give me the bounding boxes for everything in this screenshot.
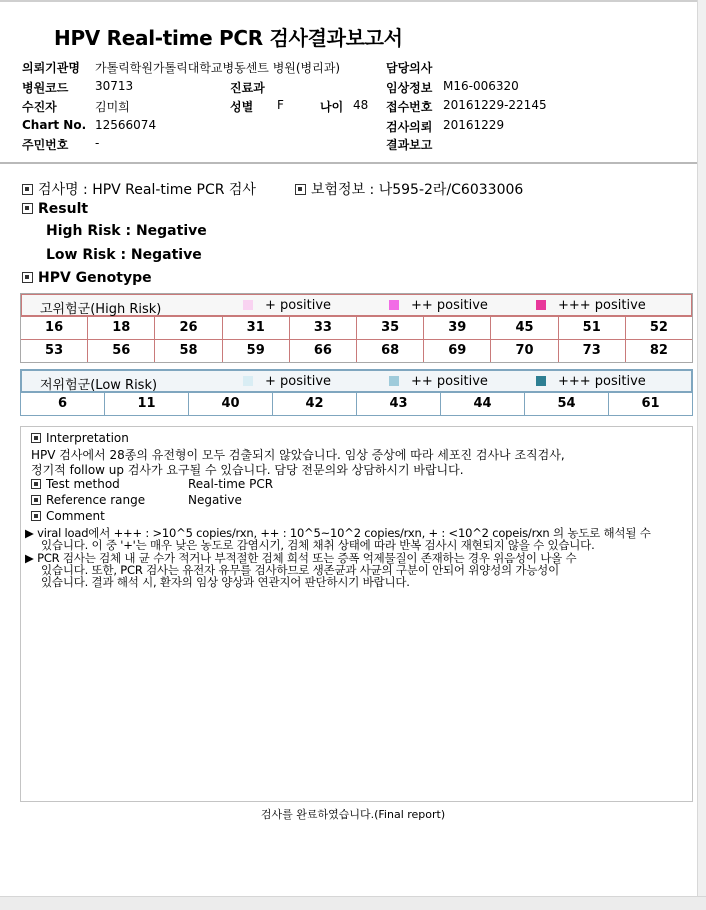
low-risk-table bbox=[20, 369, 693, 416]
comment-heading: Comment bbox=[31, 509, 105, 523]
legend-swatch bbox=[389, 376, 399, 386]
genotype-cell: 16 bbox=[21, 316, 88, 339]
legend-low-plus: + positive bbox=[243, 374, 331, 389]
result-heading: Result bbox=[22, 201, 88, 217]
genotype-cell: 45 bbox=[491, 316, 558, 339]
low-risk-result: Low Risk : Negative bbox=[46, 247, 202, 263]
square-bullet-icon bbox=[31, 433, 41, 443]
result-report-label: 결과보고 bbox=[386, 138, 433, 152]
genotype-cell: 68 bbox=[357, 339, 424, 362]
square-bullet-icon bbox=[31, 479, 41, 489]
genotype-cell: 44 bbox=[441, 392, 525, 415]
interpretation-line-2: 정기적 follow up 검사가 요구될 수 있습니다. 담당 전문의와 상담하시기 바랍니다. bbox=[31, 463, 464, 477]
interpretation-line-1: HPV 검사에서 28종의 유전형이 모두 검출되지 않았습니다. 임상 증상에 따라 세포진 검사나 조직검사, bbox=[31, 448, 565, 462]
genotype-cell: 69 bbox=[424, 339, 491, 362]
final-report-status: 검사를 완료하였습니다.(Final report) bbox=[260, 808, 446, 821]
genotype-cell: 33 bbox=[290, 316, 357, 339]
square-bullet-icon bbox=[22, 184, 33, 195]
genotype-cell: 31 bbox=[223, 316, 290, 339]
legend-high-plus3: +++ positive bbox=[536, 298, 646, 313]
genotype-cell: 56 bbox=[88, 339, 155, 362]
clinical-info-label: 임상정보 bbox=[386, 81, 433, 95]
sex-value: F bbox=[277, 98, 284, 112]
genotype-heading: HPV Genotype bbox=[22, 270, 152, 286]
comment-2-line-3: 있습니다. 결과 해석 시, 환자의 임상 양상과 연관지어 판단하시기 바랍니다. bbox=[41, 575, 410, 589]
high-risk-header bbox=[21, 294, 692, 316]
genotype-cell: 11 bbox=[105, 392, 189, 415]
age-label: 나이 bbox=[320, 100, 344, 114]
hospital-code-value: 30713 bbox=[95, 79, 134, 93]
institution-label: 의뢰기관명 bbox=[22, 61, 80, 75]
genotype-cell: 51 bbox=[559, 316, 626, 339]
test-method-value: Real-time PCR bbox=[188, 477, 274, 491]
institution-value: 가톨릭학원가톨릭대학교병동센트 병원(병리과) bbox=[95, 61, 341, 75]
genotype-cell: 59 bbox=[223, 339, 290, 362]
genotype-cell: 26 bbox=[155, 316, 222, 339]
genotype-cell: 39 bbox=[424, 316, 491, 339]
interpretation-heading: Interpretation bbox=[31, 431, 129, 445]
low-risk-header bbox=[21, 370, 692, 392]
genotype-cell: 52 bbox=[626, 316, 692, 339]
square-bullet-icon bbox=[31, 495, 41, 505]
genotype-cell: 6 bbox=[21, 392, 105, 415]
legend-swatch bbox=[243, 300, 253, 310]
genotype-cell: 58 bbox=[155, 339, 222, 362]
test-request-value: 20161229 bbox=[443, 118, 505, 132]
department-label: 진료과 bbox=[230, 81, 265, 95]
age-value: 48 bbox=[353, 98, 369, 112]
chart-no-label: Chart No. bbox=[22, 118, 87, 132]
top-border bbox=[0, 0, 706, 2]
high-risk-table bbox=[20, 293, 693, 363]
comment-2-line-2: 있습니다. 또한, PCR 검사는 유전자 유무를 검사하므로 생존균과 사균의 구분이 안되어 위양성의 가능성이 bbox=[41, 563, 559, 577]
receipt-no-value: 20161229-22145 bbox=[443, 98, 547, 112]
chart-no-value: 12566074 bbox=[95, 118, 157, 132]
attending-label: 담당의사 bbox=[386, 61, 433, 75]
square-bullet-icon bbox=[295, 184, 306, 195]
report-title: HPV Real-time PCR 검사결과보고서 bbox=[54, 26, 403, 50]
legend-low-plus3: +++ positive bbox=[536, 374, 646, 389]
genotype-cell: 82 bbox=[626, 339, 692, 362]
patient-value: 김미희 bbox=[95, 100, 130, 114]
comment-1-line-1: ▶ viral load에서 +++ : >10^5 copies/rxn, ++ : 10^5~10^2 copies/rxn, + : <10^2 copeis/rxn 의 농도로 해석될 수 bbox=[25, 526, 651, 540]
comment-1-line-2: 있습니다. 이 중 '+'는 매우 낮은 농도로 감염시기, 검체 채취 상태에 따라 반복 검사시 재현되지 않을 수 있습니다. bbox=[41, 538, 595, 552]
clinical-info-value: M16-006320 bbox=[443, 79, 519, 93]
interpretation-box bbox=[20, 426, 693, 802]
legend-low-plus2: ++ positive bbox=[389, 374, 488, 389]
legend-swatch bbox=[389, 300, 399, 310]
hospital-code-label: 병원코드 bbox=[22, 81, 69, 95]
genotype-cell: 42 bbox=[273, 392, 357, 415]
vertical-scrollbar[interactable] bbox=[697, 0, 706, 910]
legend-swatch bbox=[536, 300, 546, 310]
test-method-label: Test method bbox=[31, 477, 120, 491]
header-divider bbox=[0, 162, 706, 164]
high-risk-label: 고위험군(High Risk) bbox=[40, 302, 162, 317]
comment-2-line-1: ▶ PCR 검사는 검체 내 균 수가 적거나 부적절한 검체 희석 또는 증폭 억제물질이 존재하는 경우 위음성이 나올 수 bbox=[25, 551, 577, 565]
genotype-cell: 40 bbox=[189, 392, 273, 415]
genotype-cell: 66 bbox=[290, 339, 357, 362]
resident-no-label: 주민번호 bbox=[22, 138, 69, 152]
high-risk-row-2 bbox=[21, 339, 692, 362]
bottom-bar bbox=[0, 896, 706, 910]
high-risk-row-1 bbox=[21, 316, 692, 339]
legend-swatch bbox=[243, 376, 253, 386]
genotype-cell: 53 bbox=[21, 339, 88, 362]
genotype-cell: 43 bbox=[357, 392, 441, 415]
reference-range-label: Reference range bbox=[31, 493, 145, 507]
genotype-cell: 61 bbox=[609, 392, 692, 415]
sex-label: 성별 bbox=[230, 100, 254, 114]
genotype-cell: 73 bbox=[559, 339, 626, 362]
genotype-cell: 35 bbox=[357, 316, 424, 339]
legend-high-plus2: ++ positive bbox=[389, 298, 488, 313]
high-risk-result: High Risk : Negative bbox=[46, 223, 207, 239]
test-name: 검사명 : HPV Real-time PCR 검사 bbox=[22, 179, 256, 199]
reference-range-value: Negative bbox=[188, 493, 242, 507]
square-bullet-icon bbox=[22, 272, 33, 283]
genotype-cell: 70 bbox=[491, 339, 558, 362]
square-bullet-icon bbox=[31, 511, 41, 521]
insurance-info: 보험정보 : 나595-2라/C6033006 bbox=[295, 179, 523, 199]
low-risk-label: 저위험군(Low Risk) bbox=[40, 378, 158, 393]
legend-swatch bbox=[536, 376, 546, 386]
receipt-no-label: 접수번호 bbox=[386, 100, 433, 114]
square-bullet-icon bbox=[22, 203, 33, 214]
test-request-label: 검사의뢰 bbox=[386, 120, 433, 134]
legend-high-plus: + positive bbox=[243, 298, 331, 313]
patient-label: 수진자 bbox=[22, 100, 57, 114]
resident-no-value: - bbox=[95, 136, 100, 150]
genotype-cell: 54 bbox=[525, 392, 609, 415]
genotype-cell: 18 bbox=[88, 316, 155, 339]
low-risk-row-1 bbox=[21, 392, 692, 415]
